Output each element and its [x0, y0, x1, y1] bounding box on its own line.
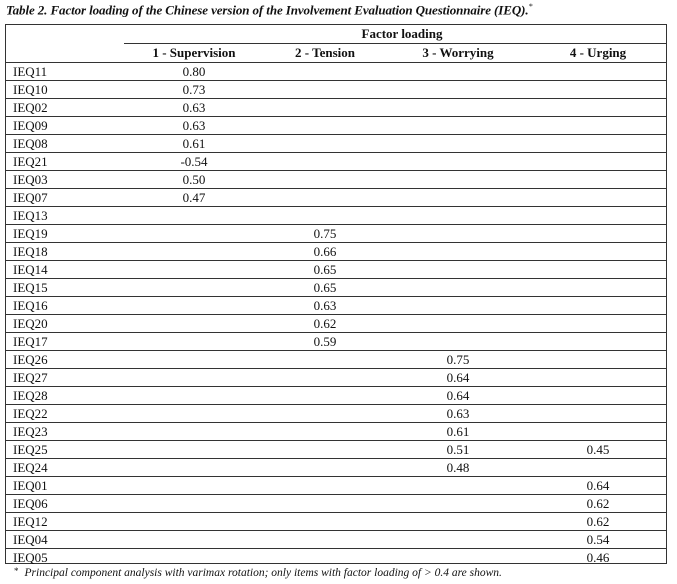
item-code-cell: IEQ18 [6, 243, 124, 261]
column-header-row [6, 44, 666, 63]
loading-cell-worrying [386, 99, 530, 117]
loading-cell-urging [530, 207, 666, 225]
loading-cell-supervision [124, 261, 264, 279]
table-row [6, 405, 666, 423]
loading-cell-worrying [386, 549, 530, 567]
loading-cell-tension: 0.62 [264, 315, 386, 333]
table-caption [6, 2, 532, 18]
loading-cell-worrying [386, 513, 530, 531]
loading-cell-urging [530, 261, 666, 279]
table-row [6, 513, 666, 531]
caption-footnote-marker: * [528, 2, 533, 11]
table-row [6, 369, 666, 387]
loading-cell-urging [530, 99, 666, 117]
loading-cell-supervision [124, 459, 264, 477]
item-code-cell: IEQ01 [6, 477, 124, 495]
item-code-cell: IEQ06 [6, 495, 124, 513]
loading-cell-tension [264, 63, 386, 81]
loading-cell-supervision [124, 387, 264, 405]
loading-cell-tension: 0.59 [264, 333, 386, 351]
table-row [6, 297, 666, 315]
loading-cell-urging [530, 171, 666, 189]
loading-cell-tension [264, 207, 386, 225]
item-code-cell: IEQ21 [6, 153, 124, 171]
loading-cell-tension [264, 423, 386, 441]
table-row [6, 171, 666, 189]
loading-cell-urging: 0.62 [530, 495, 666, 513]
loading-cell-worrying: 0.64 [386, 387, 530, 405]
table-row [6, 495, 666, 513]
loading-cell-tension: 0.65 [264, 279, 386, 297]
loading-cell-supervision [124, 531, 264, 549]
table-row [6, 441, 666, 459]
loading-cell-supervision: 0.50 [124, 171, 264, 189]
item-code-cell: IEQ02 [6, 99, 124, 117]
table-frame [5, 24, 667, 564]
loading-cell-worrying [386, 117, 530, 135]
loading-cell-tension [264, 513, 386, 531]
table-row [6, 207, 666, 225]
loading-cell-supervision: 0.61 [124, 135, 264, 153]
item-code-cell: IEQ24 [6, 459, 124, 477]
loading-cell-urging [530, 225, 666, 243]
loading-cell-supervision [124, 513, 264, 531]
loading-cell-supervision: 0.47 [124, 189, 264, 207]
loading-cell-worrying [386, 315, 530, 333]
loading-cell-worrying [386, 531, 530, 549]
loading-cell-tension [264, 441, 386, 459]
loading-cell-urging [530, 369, 666, 387]
loading-cell-urging [530, 153, 666, 171]
loading-cell-tension [264, 477, 386, 495]
loading-cell-supervision [124, 423, 264, 441]
group-header-factor-loading: Factor loading [124, 25, 666, 44]
loading-cell-worrying [386, 477, 530, 495]
column-header-tension: 2 - Tension [295, 45, 355, 60]
loading-cell-urging [530, 423, 666, 441]
item-code-cell: IEQ08 [6, 135, 124, 153]
loading-cell-supervision: 0.63 [124, 99, 264, 117]
item-code-cell: IEQ14 [6, 261, 124, 279]
empty-header-cell [6, 25, 124, 44]
loading-cell-tension: 0.75 [264, 225, 386, 243]
loading-cell-worrying: 0.75 [386, 351, 530, 369]
item-code-cell: IEQ19 [6, 225, 124, 243]
loading-cell-tension [264, 171, 386, 189]
table-row [6, 81, 666, 99]
item-code-cell: IEQ22 [6, 405, 124, 423]
loading-cell-tension: 0.66 [264, 243, 386, 261]
loading-cell-urging [530, 279, 666, 297]
factor-loading-table [6, 25, 666, 566]
item-code-cell: IEQ23 [6, 423, 124, 441]
loading-cell-supervision [124, 441, 264, 459]
loading-cell-tension [264, 153, 386, 171]
footnote-text: Principal component analysis with varimax rotation; only items with factor loading of > 0.4 are shown. [24, 567, 502, 579]
loading-cell-worrying [386, 189, 530, 207]
table-row [6, 459, 666, 477]
loading-cell-urging [530, 351, 666, 369]
loading-cell-supervision [124, 297, 264, 315]
loading-cell-tension [264, 459, 386, 477]
table-row [6, 549, 666, 567]
table-row [6, 135, 666, 153]
loading-cell-supervision [124, 351, 264, 369]
item-header-cell [6, 44, 124, 63]
loading-cell-worrying [386, 333, 530, 351]
item-code-cell: IEQ11 [6, 63, 124, 81]
column-header-supervision: 1 - Supervision [152, 45, 236, 60]
table-row [6, 315, 666, 333]
loading-cell-urging: 0.64 [530, 477, 666, 495]
footnote-marker: * [14, 566, 19, 576]
loading-cell-worrying [386, 279, 530, 297]
loading-cell-worrying [386, 225, 530, 243]
table-row [6, 99, 666, 117]
table-row [6, 387, 666, 405]
loading-cell-worrying [386, 153, 530, 171]
loading-cell-supervision [124, 495, 264, 513]
loading-cell-urging [530, 405, 666, 423]
loading-cell-worrying [386, 297, 530, 315]
loading-cell-urging: 0.45 [530, 441, 666, 459]
item-code-cell: IEQ15 [6, 279, 124, 297]
table-row [6, 333, 666, 351]
loading-cell-worrying [386, 243, 530, 261]
item-code-cell: IEQ07 [6, 189, 124, 207]
loading-cell-supervision [124, 315, 264, 333]
item-code-cell: IEQ25 [6, 441, 124, 459]
loading-cell-worrying: 0.51 [386, 441, 530, 459]
loading-cell-worrying: 0.61 [386, 423, 530, 441]
loading-cell-tension [264, 81, 386, 99]
loading-cell-urging [530, 243, 666, 261]
loading-cell-supervision [124, 405, 264, 423]
item-code-cell: IEQ09 [6, 117, 124, 135]
item-code-cell: IEQ27 [6, 369, 124, 387]
loading-cell-urging [530, 117, 666, 135]
loading-cell-supervision: 0.80 [124, 63, 264, 81]
loading-cell-tension: 0.65 [264, 261, 386, 279]
loading-cell-supervision [124, 369, 264, 387]
table-row [6, 423, 666, 441]
table-row [6, 279, 666, 297]
loading-cell-urging [530, 459, 666, 477]
loading-cell-urging [530, 315, 666, 333]
group-header-row [6, 25, 666, 44]
loading-cell-supervision [124, 549, 264, 567]
loading-cell-tension [264, 189, 386, 207]
table-row [6, 243, 666, 261]
item-code-cell: IEQ13 [6, 207, 124, 225]
loading-cell-urging: 0.54 [530, 531, 666, 549]
loading-cell-worrying [386, 207, 530, 225]
loading-cell-tension [264, 387, 386, 405]
loading-cell-tension [264, 531, 386, 549]
loading-cell-worrying [386, 171, 530, 189]
loading-cell-worrying: 0.48 [386, 459, 530, 477]
loading-cell-supervision: -0.54 [124, 153, 264, 171]
loading-cell-urging [530, 387, 666, 405]
loading-cell-worrying: 0.63 [386, 405, 530, 423]
table-row [6, 477, 666, 495]
table-footnote [14, 566, 502, 579]
loading-cell-tension [264, 117, 386, 135]
item-code-cell: IEQ10 [6, 81, 124, 99]
table-row [6, 531, 666, 549]
loading-cell-worrying [386, 495, 530, 513]
loading-cell-urging [530, 297, 666, 315]
table-row [6, 261, 666, 279]
table-row [6, 153, 666, 171]
loading-cell-tension [264, 405, 386, 423]
loading-cell-worrying: 0.64 [386, 369, 530, 387]
table-row [6, 351, 666, 369]
loading-cell-urging [530, 63, 666, 81]
item-code-cell: IEQ12 [6, 513, 124, 531]
loading-cell-tension [264, 351, 386, 369]
loading-cell-urging [530, 189, 666, 207]
item-code-cell: IEQ20 [6, 315, 124, 333]
item-code-cell: IEQ17 [6, 333, 124, 351]
item-code-cell: IEQ26 [6, 351, 124, 369]
item-code-cell: IEQ28 [6, 387, 124, 405]
loading-cell-tension [264, 549, 386, 567]
loading-cell-worrying [386, 63, 530, 81]
loading-cell-tension [264, 99, 386, 117]
item-code-cell: IEQ04 [6, 531, 124, 549]
loading-cell-supervision [124, 279, 264, 297]
loading-cell-tension [264, 369, 386, 387]
table-row [6, 63, 666, 81]
column-header-worrying: 3 - Worrying [422, 45, 494, 60]
loading-cell-urging: 0.62 [530, 513, 666, 531]
loading-cell-supervision [124, 243, 264, 261]
loading-cell-urging: 0.46 [586, 550, 610, 565]
loading-cell-supervision [124, 477, 264, 495]
loading-cell-supervision [124, 207, 264, 225]
loading-cell-urging [530, 81, 666, 99]
table-row [6, 117, 666, 135]
loading-cell-supervision: 0.73 [124, 81, 264, 99]
caption-text: Table 2. Factor loading of the Chinese version of the Involvement Evaluation Questionnaire (IEQ). [6, 2, 529, 18]
loading-cell-tension [264, 135, 386, 153]
column-header-urging: 4 - Urging [569, 45, 627, 60]
loading-cell-tension [264, 495, 386, 513]
table-row [6, 189, 666, 207]
item-code-cell: IEQ03 [6, 171, 124, 189]
item-code-cell: IEQ05 [13, 550, 48, 565]
item-code-cell: IEQ16 [6, 297, 124, 315]
loading-cell-worrying [386, 81, 530, 99]
table-row [6, 225, 666, 243]
loading-cell-worrying [386, 135, 530, 153]
loading-cell-supervision: 0.63 [124, 117, 264, 135]
table-body [6, 63, 666, 567]
loading-cell-urging [530, 135, 666, 153]
loading-cell-supervision [124, 225, 264, 243]
loading-cell-worrying [386, 261, 530, 279]
loading-cell-urging [530, 333, 666, 351]
loading-cell-tension: 0.63 [264, 297, 386, 315]
loading-cell-supervision [124, 333, 264, 351]
